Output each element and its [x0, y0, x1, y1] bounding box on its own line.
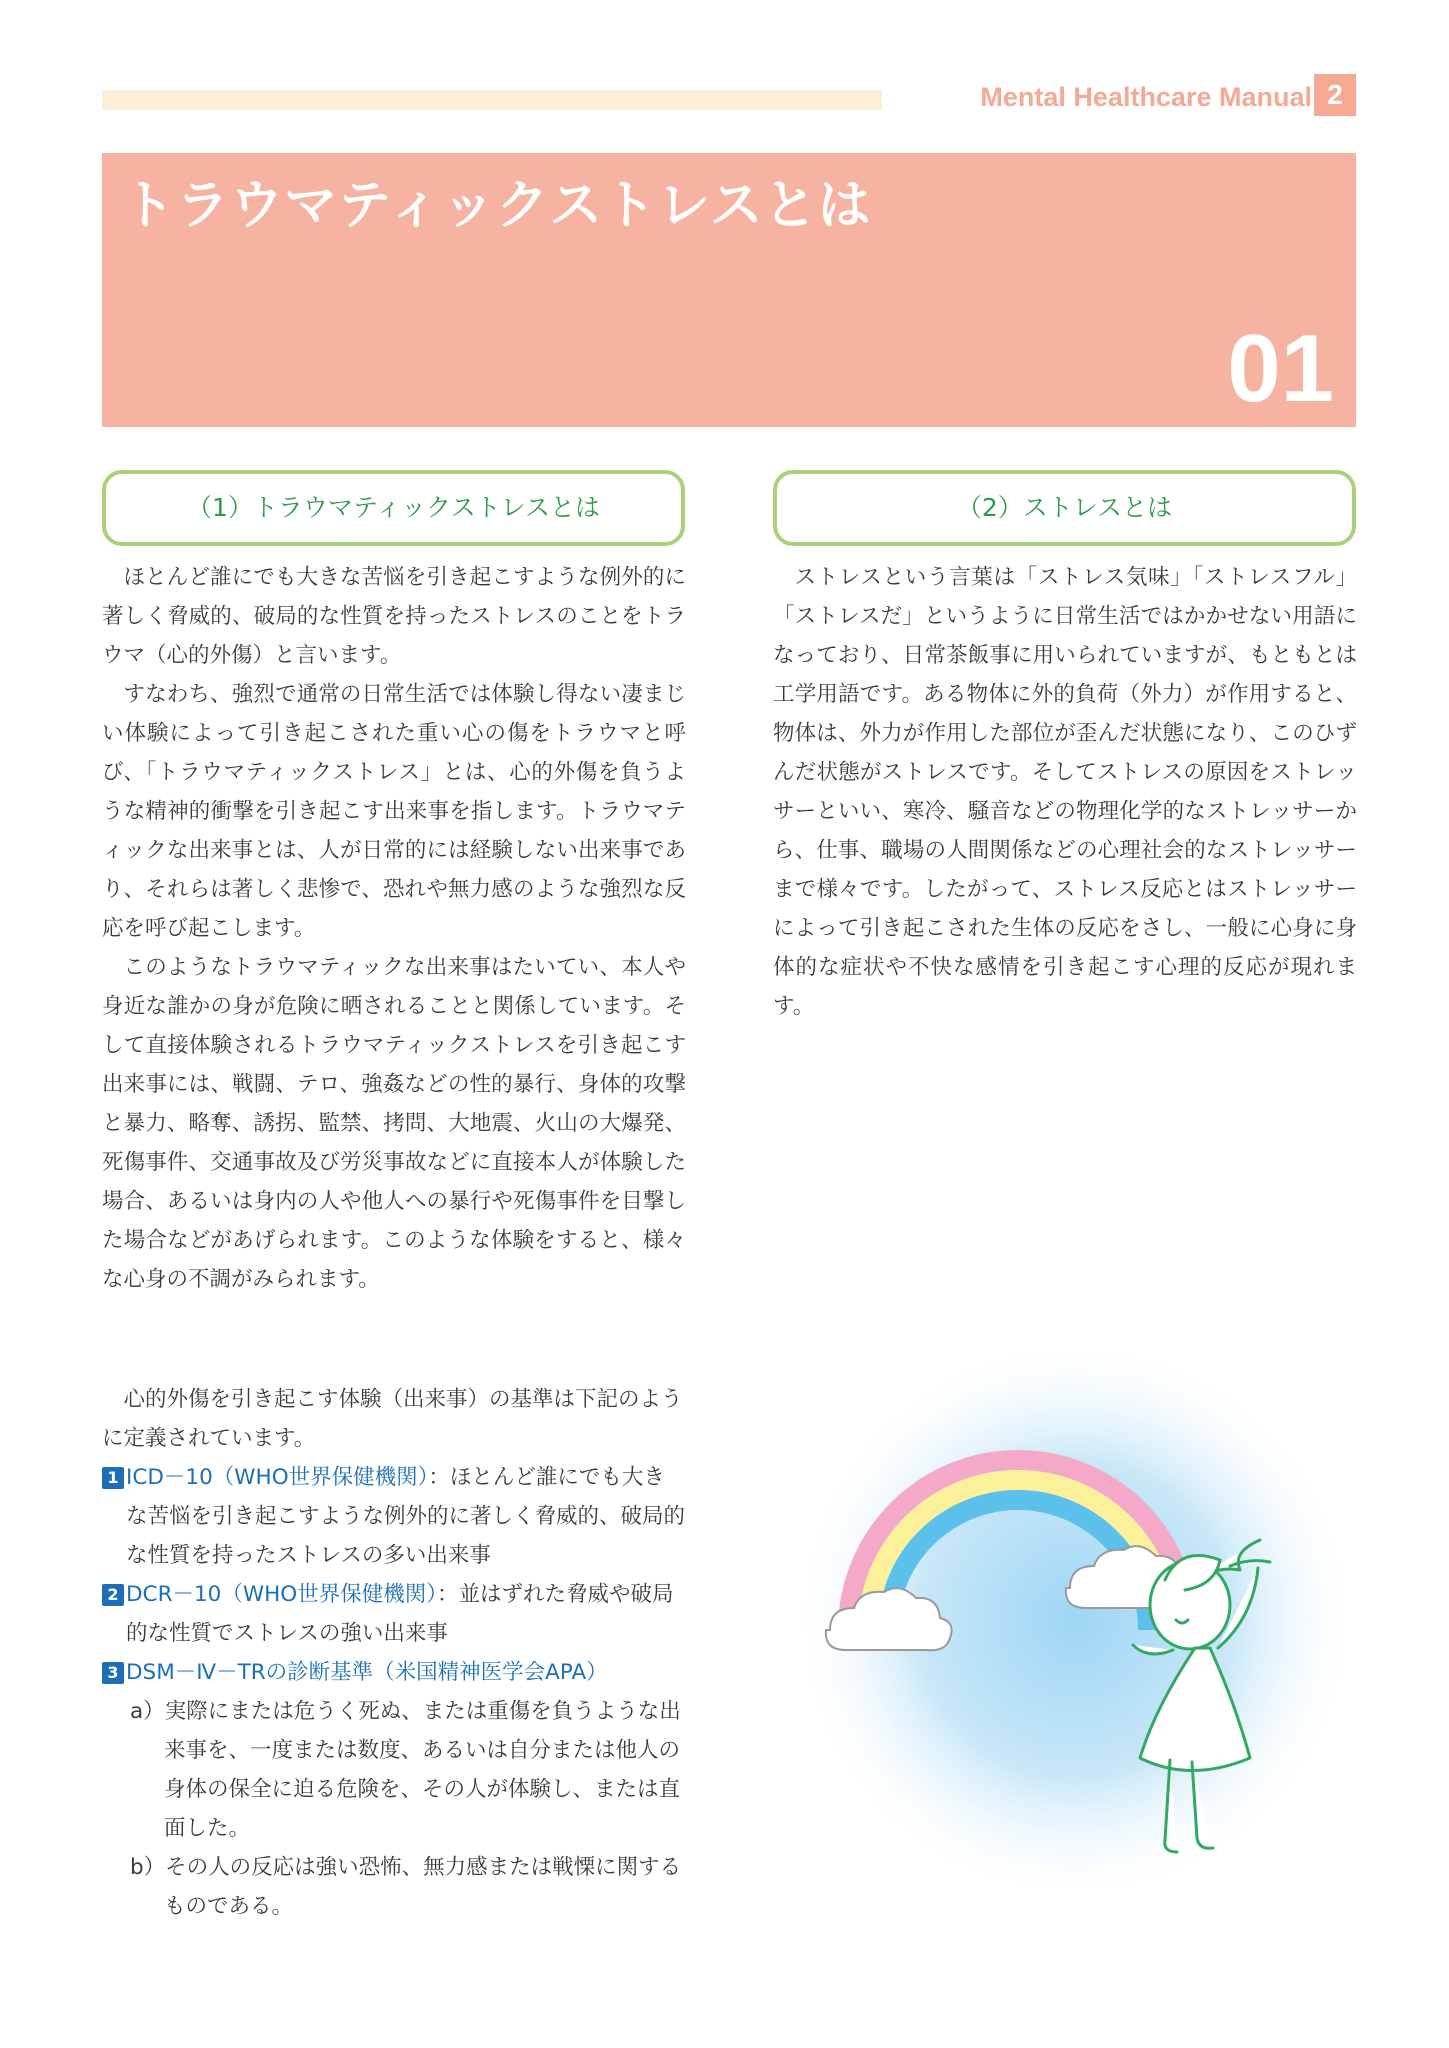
- section1-heading: （1）トラウマティックストレスとは: [102, 470, 685, 546]
- sub-item-text: その人の反応は強い恐怖、無力感または戦慄に関するものである。: [164, 1855, 682, 1919]
- sub-item-label: b）: [130, 1855, 166, 1880]
- criteria-text: ：並はずれた脅威や破局的な性質でストレスの強い出来事: [126, 1582, 674, 1646]
- criteria-number-badge: 2: [102, 1584, 124, 1606]
- section1-paragraph: ほとんど誰にでも大きな苦悩を引き起こすような例外的に著しく脅威的、破局的な性質を持ったストレスのことをトラウマ（心的外傷）と言います。: [102, 565, 686, 668]
- criteria-number-badge: 1: [102, 1467, 124, 1489]
- chapter-banner: [102, 153, 1356, 427]
- criteria-list: [102, 1380, 686, 1926]
- criteria-name: DSM－Ⅳ－TRの診断基準（米国精神医学会APA）: [126, 1660, 608, 1685]
- manual-title: Mental Healthcare Manual: [980, 82, 1312, 112]
- chapter-title: トラウマティックストレスとは: [122, 175, 872, 236]
- criteria-sub-item: [102, 1848, 686, 1926]
- criteria-item: [102, 1653, 686, 1692]
- section1-paragraph: すなわち、強烈で通常の日常生活では体験し得ない凄まじい体験によって引き起こされた重い心の傷をトラウマと呼び、「トラウマティックストレス」とは、心的外傷を負うような精神的衝撃を引き起こす出来事を指します。トラウマティックな出来事とは、人が日常的には経験しない出来事であり、それらは著しく悲惨で、恐れや無力感のような強烈な反応を呼び起こします。: [102, 682, 686, 941]
- sub-item-text: 実際にまたは危うく死ぬ、または重傷を負うような出来事を、一度または数度、あるいは自分または他人の身体の保全に迫る危険を、その人が体験し、または直面した。: [164, 1699, 681, 1841]
- criteria-text: ：ほとんど誰にでも大きな苦悩を引き起こすような例外的に著しく脅威的、破局的な性質を持ったストレスの多い出来事: [126, 1465, 686, 1568]
- criteria-name: DCR－10（WHO世界保健機関）: [126, 1582, 437, 1607]
- chapter-number: 01: [1227, 315, 1334, 422]
- section1-body: [102, 558, 686, 1299]
- criteria-name: ICD－10（WHO世界保健機関）: [126, 1465, 429, 1490]
- criteria-item: [102, 1575, 686, 1653]
- section2-heading: （2）ストレスとは: [773, 470, 1356, 546]
- criteria-number-badge: 3: [102, 1662, 124, 1684]
- rainbow-girl-illustration: [790, 1330, 1350, 1910]
- criteria-item: [102, 1458, 686, 1575]
- sub-item-label: a）: [130, 1699, 165, 1724]
- criteria-sub-item: [102, 1692, 686, 1848]
- section2-paragraph: ストレスという言葉は「ストレス気味」「ストレスフル」「ストレスだ」というように日常生活ではかかせない用語になっており、日常茶飯事に用いられていますが、もともとは工学用語です。ある物体に外的負荷（外力）が作用すると、物体は、外力が作用した部位が歪んだ状態になり、このひずんだ状態がストレスです。そしてストレスの原因をストレッサーといい、寒冷、騒音などの物理化学的なストレッサーから、仕事、職場の人間関係などの心理社会的なストレッサーまで様々です。したがって、ストレス反応とはストレッサーによって引き起こされた生体の反応をさし、一般に心身に身体的な症状や不快な感情を引き起こす心理的反応が現れます。: [773, 565, 1357, 1019]
- criteria-intro: 心的外傷を引き起こす体験（出来事）の基準は下記のように定義されています。: [102, 1387, 683, 1451]
- header-bar: [102, 90, 882, 110]
- section2-body: [773, 558, 1357, 1026]
- page-number: 2: [1314, 74, 1356, 116]
- section1-paragraph: このようなトラウマティックな出来事はたいてい、本人や身近な誰かの身が危険に晒されることと関係しています。そして直接体験されるトラウマティックストレスを引き起こす出来事には、戦闘、テロ、強姦などの性的暴行、身体的攻撃と暴力、略奪、誘拐、監禁、拷問、大地震、火山の大爆発、死傷事件、交通事故及び労災事故などに直接本人が体験した場合、あるいは身内の人や他人への暴行や死傷事件を目撃した場合などがあげられます。このような体験をすると、様々な心身の不調がみられます。: [102, 955, 686, 1292]
